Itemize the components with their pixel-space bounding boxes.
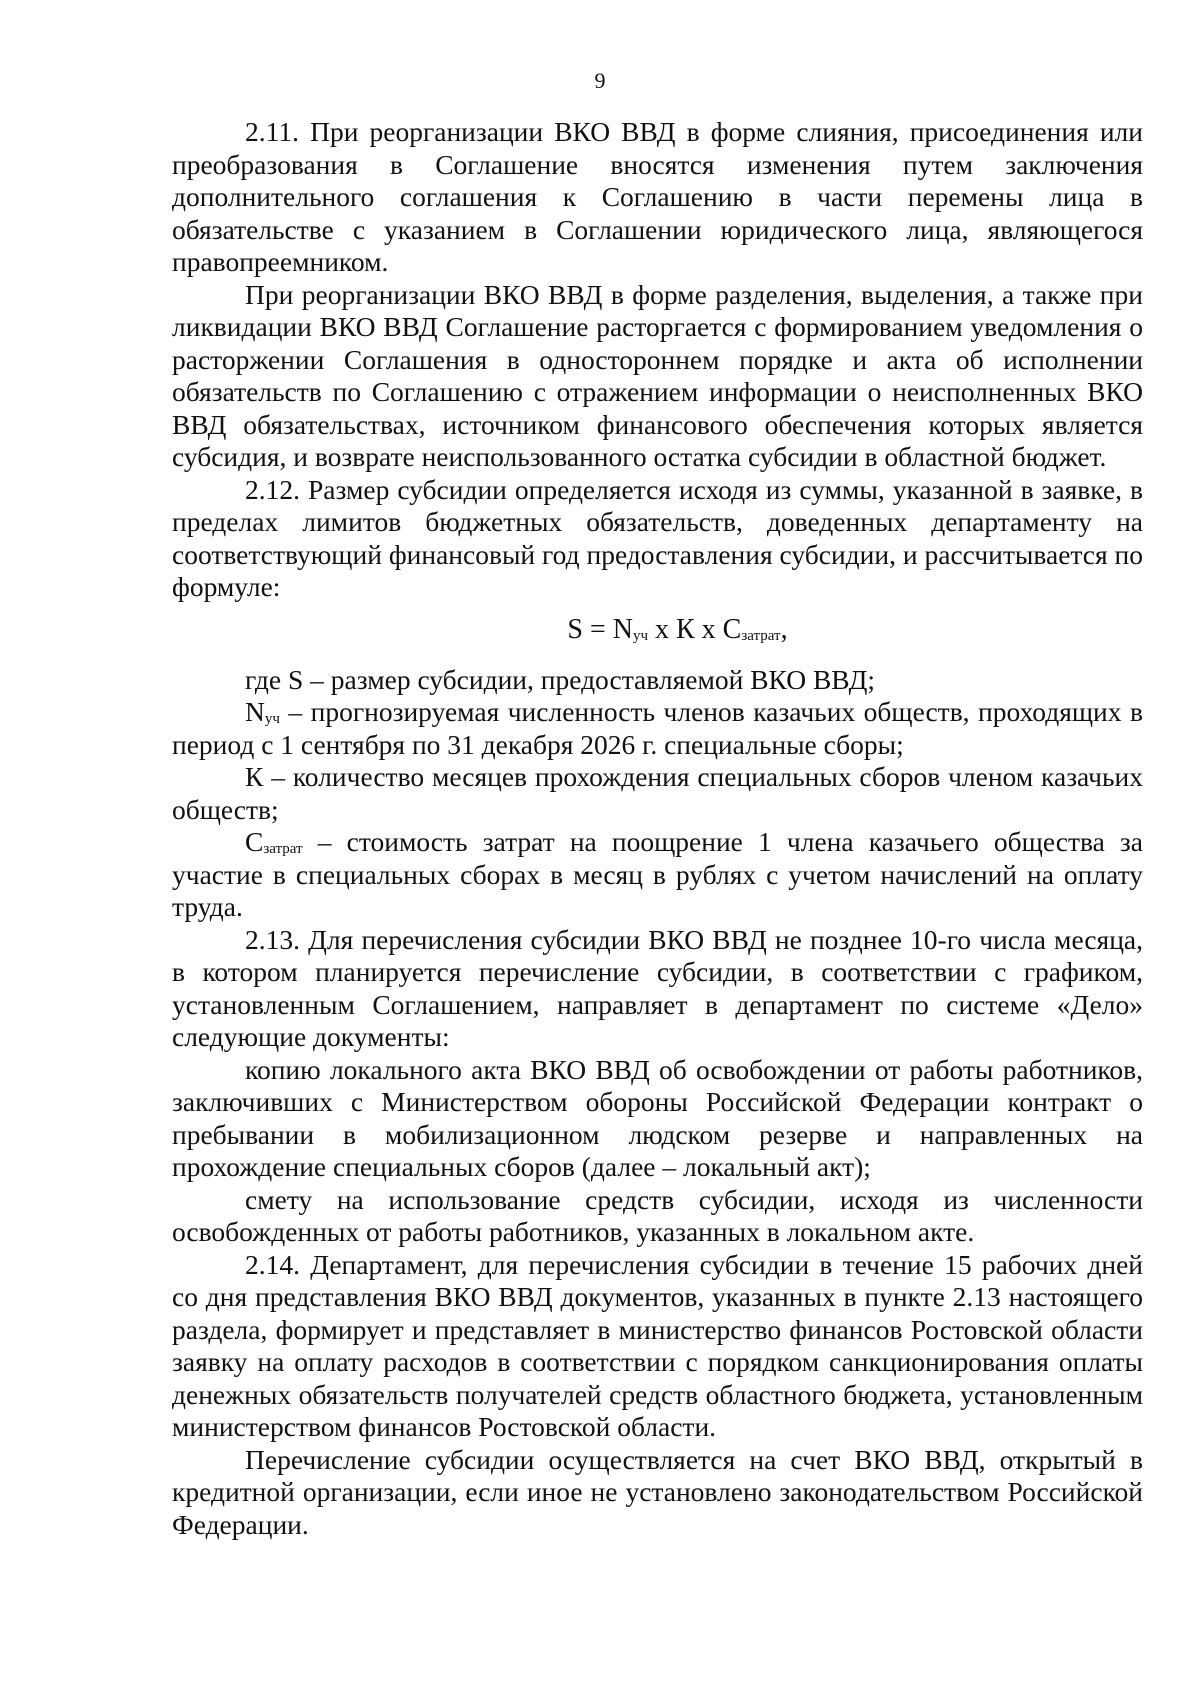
definition-c bbox=[172, 826, 1143, 924]
definition-s: где S – размер субсидии, предоставляемой ВКО ВВД; bbox=[245, 663, 875, 695]
document-body bbox=[172, 116, 1143, 1541]
paragraph-2-11: 2.11. При реорганизации ВКО ВВД в форме слияния, присоединения или преобразования в Соглашение вносятся изменения путем заключения дополнительного соглашения к Соглашению в части перемены лица в обязательстве с указанием в Соглашении юридического лица, являющегося правопреемником. bbox=[172, 116, 1143, 277]
definition-n-text: – прогнозируемая численность членов казачьих обществ, проходящих в период с 1 сентября по 31 декабря 2026 г. специальные сборы; bbox=[172, 696, 1143, 760]
paragraph-local-act: копию локального акта ВКО ВВД об освобождении от работы работников, заключивших с Министерством обороны Российской Федерации контракт о пребывании в мобилизационном людском резерве и направленных на прохождение специальных сборов (далее – локальный акт); bbox=[172, 1053, 1143, 1182]
paragraph-reorganization-split: При реорганизации ВКО ВВД в форме разделения, выделения, а также при ликвидации ВКО ВВД Соглашение расторгается с формированием уведомления о расторжении Соглашения в одностороннем порядке и акта об исполнении обязательств по Соглашению с отражением информации о неисполненных ВКО ВВД обязательствах, источником финансового обеспечения которых является субсидия, и возврате неиспользованного остатка субсидии в областной бюджет. bbox=[172, 278, 1143, 472]
formula-tail: , bbox=[780, 613, 788, 645]
formula-c-sub: затрат bbox=[741, 627, 781, 644]
definition-n bbox=[172, 696, 1143, 761]
page-number: 9 bbox=[594, 68, 606, 93]
formula-eq: = N bbox=[582, 613, 633, 645]
formula-s: S bbox=[567, 613, 583, 645]
paragraph-transfer: Перечисление субсидии осуществляется на счет ВКО ВВД, открытый в кредитной организации, если иное не установлено законодательством Российской Федерации. bbox=[172, 1443, 1143, 1540]
paragraph-2-14: 2.14. Департамент, для перечисления субсидии в течение 15 рабочих дней со дня представления ВКО ВВД документов, указанных в пункте 2.13 настоящего раздела, формирует и представляет в министерство финансов Ростовской области заявку на оплату расходов в соответствии с порядком санкционирования оплаты денежных обязательств получателей средств областного бюджета, установленным министерством финансов Ростовской области. bbox=[172, 1248, 1143, 1442]
formula-mid: х К х С bbox=[648, 613, 742, 645]
paragraph-estimate: смету на использование средств субсидии, исходя из численности освобожденных от работы работников, указанных в локальном акте. bbox=[172, 1183, 1143, 1247]
subsidy-formula bbox=[172, 614, 1143, 646]
paragraph-2-12: 2.12. Размер субсидии определяется исходя из суммы, указанной в заявке, в пределах лимитов бюджетных обязательств, доведенных департаменту на соответствующий финансовый год предоставления субсидии, и рассчитывается по формуле: bbox=[172, 473, 1143, 602]
definition-c-symbol: С bbox=[245, 826, 264, 857]
definition-k: К – количество месяцев прохождения специальных сборов членом казачьих обществ; bbox=[172, 761, 1143, 825]
definition-n-sub: уч bbox=[264, 711, 280, 727]
paragraph-2-13: 2.13. Для перечисления субсидии ВКО ВВД не позднее 10-го числа месяца, в котором планируется перечисление субсидии, в соответствии с графиком, установленным Соглашением, направляет в департамент по системе «Дело» следующие документы: bbox=[172, 923, 1143, 1052]
definition-c-text: – стоимость затрат на поощрение 1 члена казачьего общества за участие в специальных сборах в месяц в рублях с учетом начислений на оплату труда. bbox=[172, 826, 1143, 922]
definition-c-sub: затрат bbox=[263, 841, 303, 857]
definition-n-symbol: N bbox=[245, 696, 265, 727]
formula-n-sub: уч bbox=[632, 627, 648, 644]
